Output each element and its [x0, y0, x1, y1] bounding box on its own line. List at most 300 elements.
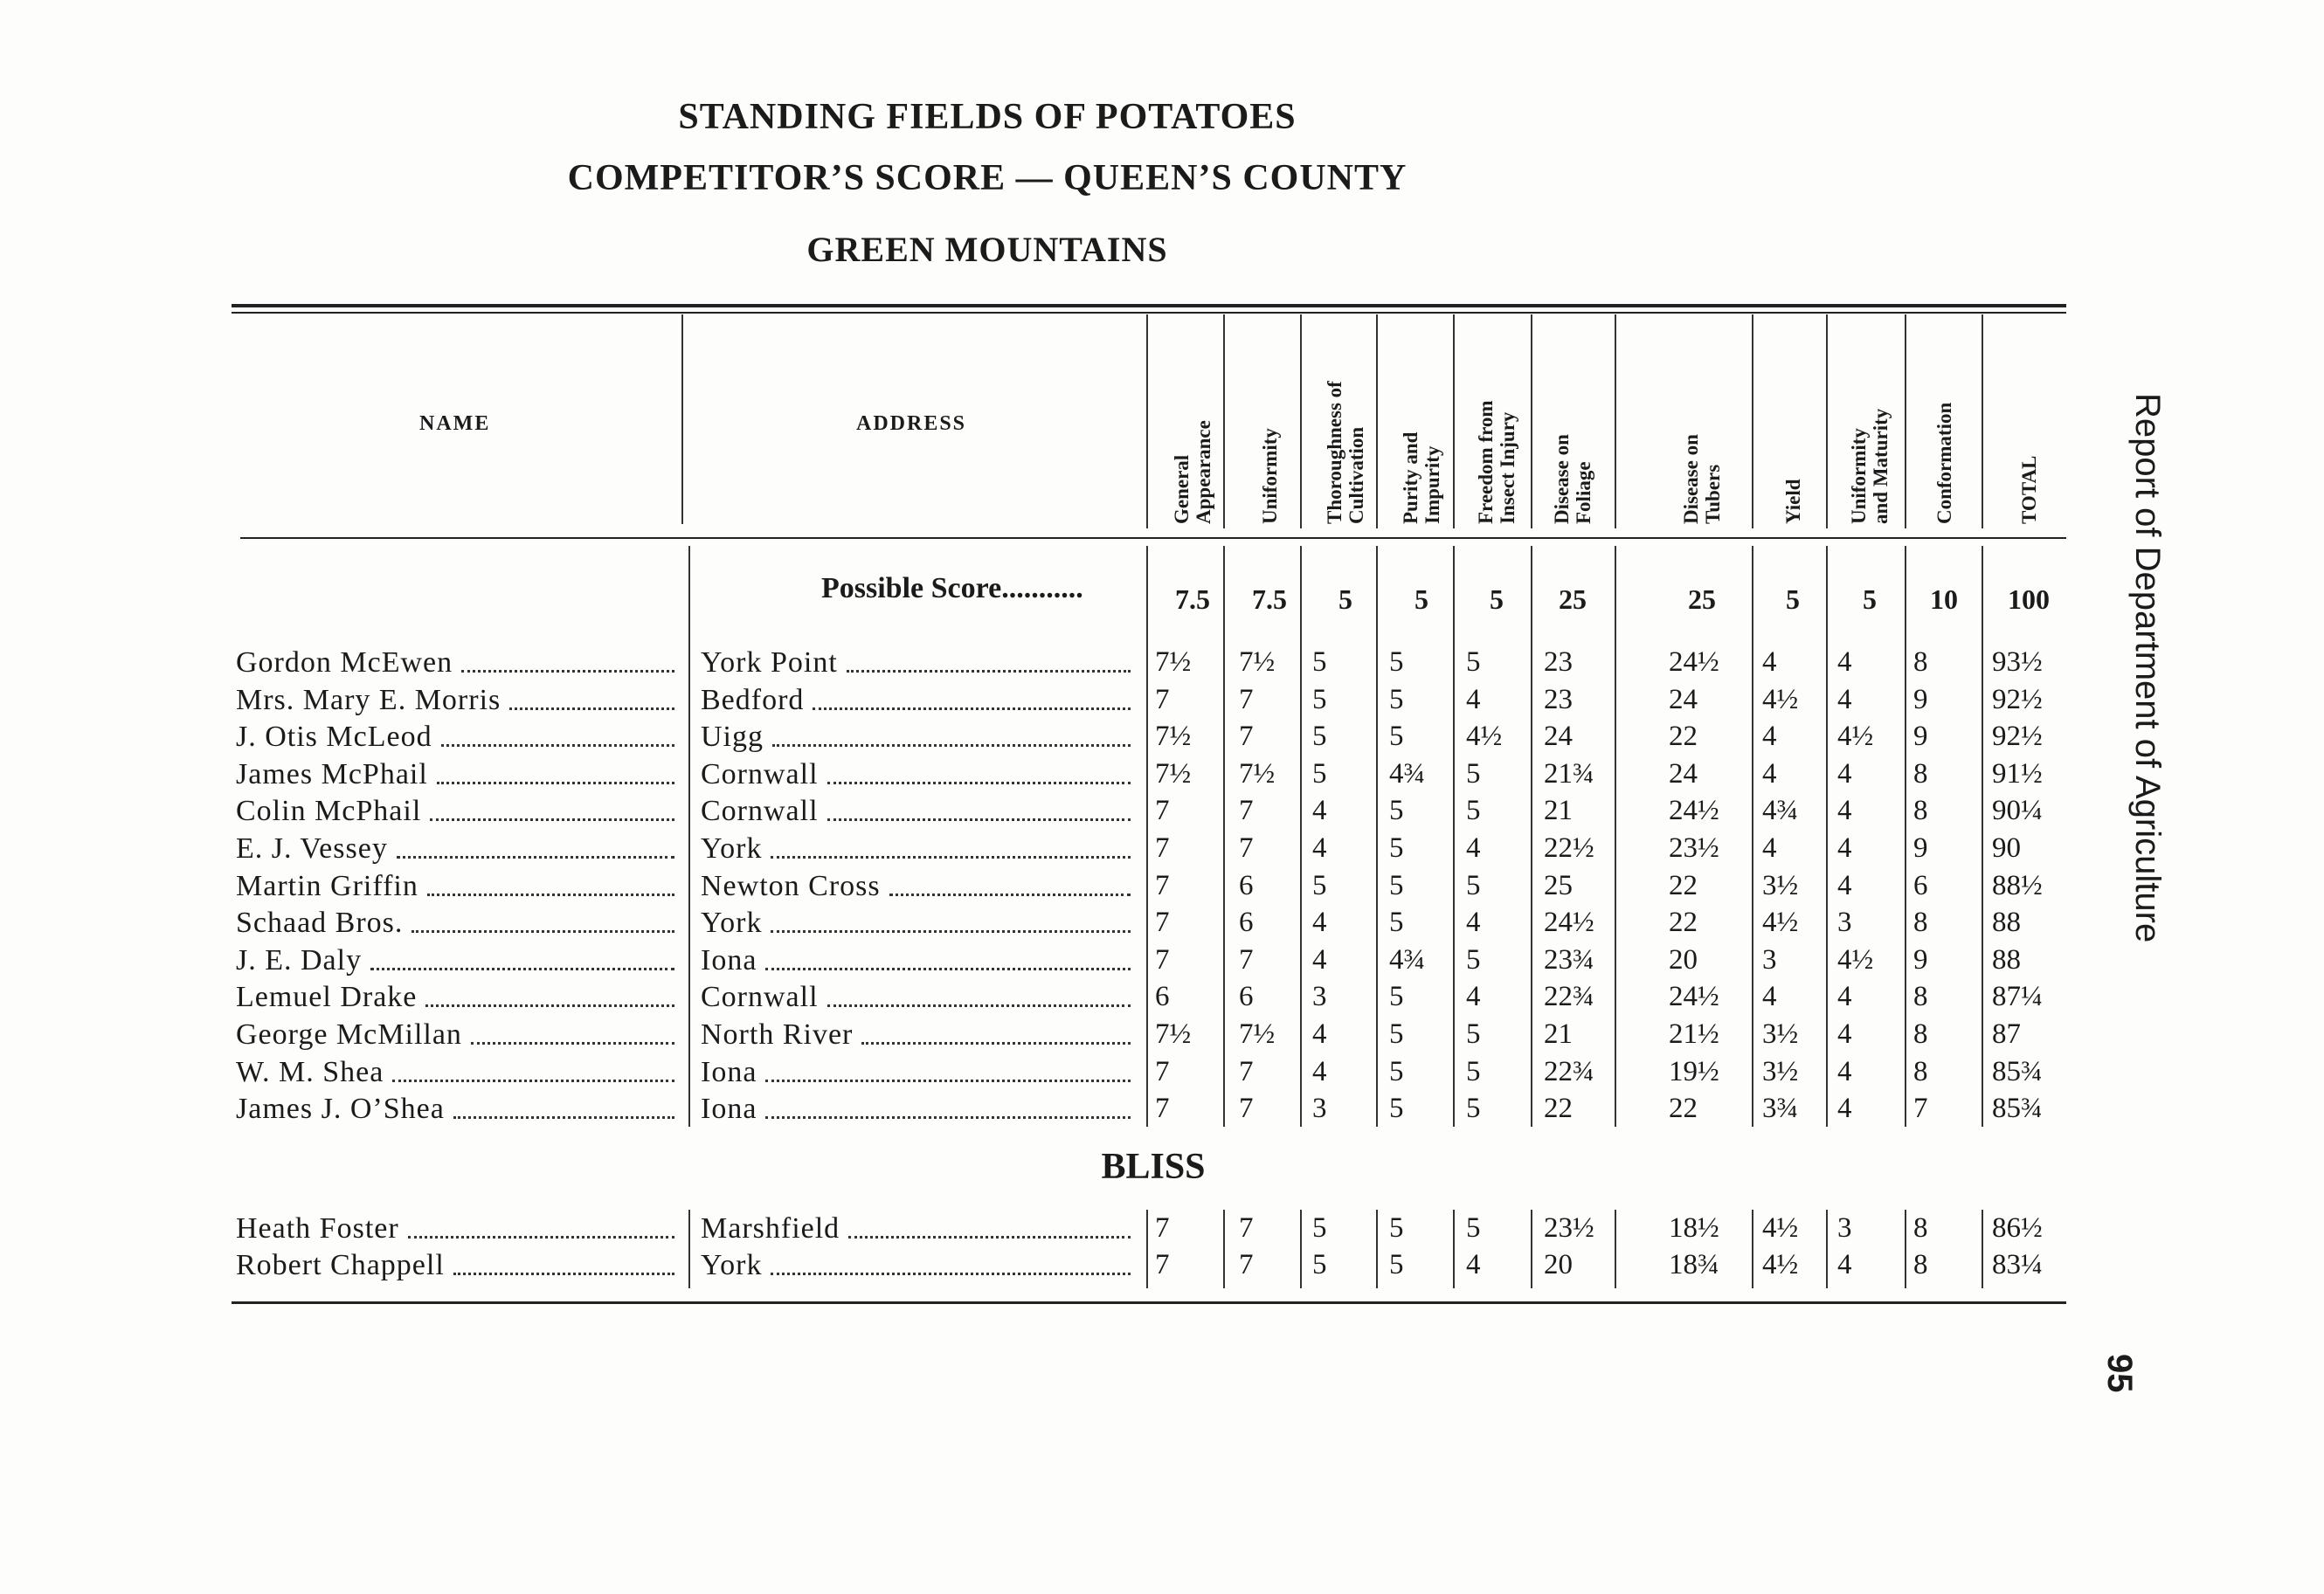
score-cell: 7½ — [1155, 757, 1192, 790]
name-text: W. M. Shea — [236, 1055, 384, 1088]
score-cell: 20 — [1669, 943, 1698, 976]
table-row — [0, 758, 2097, 795]
variety-heading: GREEN MOUNTAINS — [806, 230, 1168, 269]
column-header-10 — [1933, 403, 1955, 524]
score-cell: 4 — [1837, 869, 1852, 901]
score-cell: 7 — [1155, 795, 1170, 827]
score-cell: 8 — [1913, 1018, 1928, 1050]
score-cell: 4 — [1466, 832, 1481, 864]
score-cell: 23 — [1544, 683, 1573, 715]
dot-leader — [771, 930, 1131, 933]
score-cell: 18¾ — [1669, 1249, 1719, 1280]
score-divider-header — [1376, 314, 1378, 528]
score-cell: 4 — [1837, 1249, 1852, 1280]
dot-leader — [397, 856, 674, 859]
score-cell: 5 — [1466, 1055, 1481, 1087]
possible-score-value: 5 — [1338, 583, 1352, 615]
possible-score-label: Possible Score........... — [821, 572, 1083, 604]
score-cell: 7½ — [1239, 757, 1276, 790]
score-cell: 4 — [1837, 646, 1852, 678]
name-text: Lemuel Drake — [236, 981, 418, 1014]
column-header-line: Insect Injury — [1497, 411, 1518, 524]
score-cell: 24 — [1544, 721, 1573, 753]
score-cell: 85¾ — [1992, 1055, 2043, 1087]
competitor-address — [701, 870, 1138, 903]
address-text: Marshfield — [701, 1212, 840, 1245]
competitor-name — [236, 907, 681, 940]
score-cell: 8 — [1913, 1212, 1928, 1244]
competitor-address — [701, 795, 1138, 828]
dot-leader — [765, 1080, 1131, 1082]
dot-leader — [437, 782, 674, 784]
score-cell: 22 — [1669, 1093, 1698, 1125]
score-cell: 4 — [1312, 832, 1327, 864]
score-cell: 7 — [1155, 832, 1170, 864]
score-divider-header — [1146, 314, 1148, 528]
score-cell: 22¾ — [1544, 1055, 1594, 1087]
competitor-address — [701, 907, 1138, 940]
score-cell: 5 — [1466, 795, 1481, 827]
competitor-name — [236, 1212, 681, 1246]
dot-leader — [827, 782, 1131, 784]
score-cell: 5 — [1312, 1249, 1327, 1280]
name-text: Mrs. Mary E. Morris — [236, 683, 501, 716]
table-row — [0, 1056, 2097, 1093]
score-divider-header — [1453, 314, 1455, 528]
table-row — [0, 870, 2097, 907]
competitor-address — [701, 758, 1138, 791]
score-cell: 7½ — [1155, 646, 1192, 678]
column-header-2 — [1259, 428, 1281, 524]
score-cell: 7 — [1155, 1093, 1170, 1125]
score-cell: 19½ — [1669, 1055, 1719, 1087]
score-divider-header — [1982, 314, 1983, 528]
score-cell: 24½ — [1669, 981, 1719, 1013]
column-header-line: Disease on — [1680, 434, 1702, 524]
score-cell: 4 — [1837, 1018, 1852, 1050]
score-cell: 7½ — [1239, 1018, 1276, 1050]
score-divider-header — [1615, 314, 1616, 528]
score-cell: 8 — [1913, 1249, 1928, 1280]
score-cell: 4 — [1312, 943, 1327, 976]
table-row — [0, 1018, 2097, 1055]
table-row — [0, 944, 2097, 981]
column-header-line: Purity and — [1400, 431, 1421, 524]
score-cell: 5 — [1466, 1212, 1481, 1244]
column-header-line: Yield — [1781, 479, 1804, 524]
score-cell: 7 — [1239, 1055, 1254, 1087]
score-cell: 5 — [1389, 1212, 1404, 1244]
score-cell: 7 — [1239, 1212, 1254, 1244]
dot-leader — [461, 670, 674, 673]
score-cell: 87¼ — [1992, 981, 2043, 1013]
score-cell: 9 — [1913, 943, 1928, 976]
dot-leader — [453, 1273, 674, 1275]
score-cell: 5 — [1466, 1093, 1481, 1125]
possible-score-value: 25 — [1559, 583, 1587, 615]
dot-leader — [509, 707, 674, 710]
table-bottom-rule — [232, 1301, 2066, 1304]
score-cell: 9 — [1913, 721, 1928, 753]
column-header-line: Cultivation — [1345, 426, 1367, 524]
score-cell: 21½ — [1669, 1018, 1719, 1050]
score-cell: 5 — [1389, 1093, 1404, 1125]
name-text: Schaad Bros. — [236, 907, 404, 940]
score-divider-header — [1905, 314, 1906, 528]
address-text: Uigg — [701, 721, 764, 754]
score-cell: 5 — [1389, 907, 1404, 939]
possible-score-value: 5 — [1863, 583, 1877, 615]
score-cell: 6 — [1913, 869, 1928, 901]
table-row — [0, 1212, 2097, 1249]
score-cell: 8 — [1913, 907, 1928, 939]
score-cell: 7 — [1239, 1249, 1254, 1280]
score-cell: 91½ — [1992, 757, 2043, 790]
score-cell: 7 — [1239, 795, 1254, 827]
score-cell: 22½ — [1544, 832, 1594, 864]
page-number: 95 — [2100, 1354, 2139, 1393]
address-text: York — [701, 832, 763, 865]
score-cell: 7 — [1239, 721, 1254, 753]
score-cell: 4 — [1837, 1093, 1852, 1125]
score-cell: 4 — [1762, 981, 1777, 1013]
dot-leader — [765, 1116, 1131, 1119]
table-row — [0, 907, 2097, 943]
name-text: James McPhail — [236, 757, 428, 790]
score-cell: 18½ — [1669, 1212, 1719, 1244]
name-column-header: NAME — [419, 412, 491, 435]
competitor-address — [701, 721, 1138, 754]
possible-score-value: 7.5 — [1175, 583, 1210, 615]
score-cell: 3 — [1312, 981, 1327, 1013]
name-text: George McMillan — [236, 1018, 462, 1051]
dot-leader — [408, 1236, 674, 1239]
score-cell: 7 — [1239, 832, 1254, 864]
score-cell: 22 — [1669, 907, 1698, 939]
score-cell: 5 — [1389, 981, 1404, 1013]
competitor-name — [236, 1093, 681, 1126]
address-text: Cornwall — [701, 981, 819, 1014]
score-cell: 88 — [1992, 943, 2021, 976]
score-cell: 7½ — [1155, 721, 1192, 753]
score-cell: 4½ — [1762, 907, 1799, 939]
address-text: Newton Cross — [701, 869, 881, 902]
page-title: STANDING FIELDS OF POTATOES — [678, 97, 1297, 137]
score-cell: 4 — [1837, 832, 1852, 864]
competitor-address — [701, 684, 1138, 717]
table-top-rule-thin — [232, 312, 2066, 314]
column-header-line: Disease on — [1551, 434, 1573, 524]
dot-leader — [861, 1042, 1131, 1045]
score-cell: 5 — [1389, 832, 1404, 864]
dot-leader — [827, 818, 1131, 821]
competitor-address — [701, 1249, 1138, 1282]
score-cell: 7 — [1155, 869, 1170, 901]
score-cell: 4½ — [1762, 1212, 1799, 1244]
score-cell: 4¾ — [1389, 943, 1426, 976]
address-text: Iona — [701, 943, 757, 976]
possible-score-value: 100 — [2008, 583, 2050, 615]
score-cell: 6 — [1239, 981, 1254, 1013]
score-cell: 5 — [1389, 1018, 1404, 1050]
dot-leader — [392, 1080, 674, 1082]
score-cell: 3½ — [1762, 1018, 1799, 1050]
score-cell: 4 — [1312, 1055, 1327, 1087]
competitor-name — [236, 944, 681, 977]
table-row — [0, 1093, 2097, 1129]
address-text: Bedford — [701, 683, 805, 716]
column-header-4 — [1400, 432, 1443, 524]
score-cell: 7 — [1155, 683, 1170, 715]
score-cell: 4 — [1837, 981, 1852, 1013]
score-cell: 5 — [1389, 869, 1404, 901]
column-header-line: Uniformity — [1848, 428, 1870, 524]
column-header-line: Uniformity — [1258, 428, 1281, 524]
score-cell: 3 — [1837, 907, 1852, 939]
column-header-line: Thoroughness of — [1324, 381, 1345, 524]
column-header-line: and Maturity — [1870, 408, 1892, 524]
competitor-name — [236, 981, 681, 1014]
score-cell: 7 — [1155, 1055, 1170, 1087]
address-text: Iona — [701, 1093, 757, 1126]
address-text: Iona — [701, 1055, 757, 1088]
score-cell: 7 — [1913, 1093, 1928, 1125]
name-text: Martin Griffin — [236, 869, 418, 902]
score-cell: 4 — [1837, 1055, 1852, 1087]
score-cell: 88½ — [1992, 869, 2043, 901]
competitor-address — [701, 944, 1138, 977]
competitor-address — [701, 1056, 1138, 1089]
score-cell: 5 — [1312, 721, 1327, 753]
score-cell: 4 — [1312, 795, 1327, 827]
score-cell: 5 — [1312, 757, 1327, 790]
score-cell: 6 — [1239, 869, 1254, 901]
score-cell: 24 — [1669, 757, 1698, 790]
name-text: Colin McPhail — [236, 795, 422, 828]
score-cell: 4¾ — [1762, 795, 1799, 827]
address-text: York Point — [701, 646, 838, 679]
competitor-address — [701, 832, 1138, 866]
score-cell: 4 — [1762, 757, 1777, 790]
competitor-address — [701, 1093, 1138, 1126]
score-cell: 4 — [1466, 683, 1481, 715]
score-cell: 83¼ — [1992, 1249, 2043, 1280]
score-cell: 8 — [1913, 795, 1928, 827]
score-cell: 7 — [1239, 683, 1254, 715]
column-header-1 — [1171, 420, 1214, 524]
name-address-divider-header — [681, 314, 683, 524]
table-row — [0, 795, 2097, 832]
competitor-name — [236, 832, 681, 866]
score-cell: 4½ — [1762, 683, 1799, 715]
score-cell: 86½ — [1992, 1212, 2043, 1244]
score-cell: 5 — [1389, 646, 1404, 678]
dot-leader — [765, 968, 1131, 970]
column-header-line: Conformation — [1933, 402, 1955, 524]
column-header-line: TOTAL — [2017, 455, 2040, 524]
competitor-name — [236, 1249, 681, 1282]
score-divider-header — [1826, 314, 1828, 528]
page-subtitle: COMPETITOR’S SCORE — QUEEN’S COUNTY — [567, 158, 1408, 198]
score-cell: 93½ — [1992, 646, 2043, 678]
score-cell: 7 — [1239, 943, 1254, 976]
score-cell: 90 — [1992, 832, 2021, 864]
score-cell: 5 — [1389, 683, 1404, 715]
score-cell: 6 — [1155, 981, 1170, 1013]
score-cell: 5 — [1466, 1018, 1481, 1050]
column-header-line: Appearance — [1193, 420, 1214, 524]
score-cell: 7 — [1155, 943, 1170, 976]
score-divider-header — [1300, 314, 1302, 528]
address-text: Cornwall — [701, 757, 819, 790]
score-cell: 7 — [1239, 1093, 1254, 1125]
score-cell: 5 — [1466, 869, 1481, 901]
name-text: J. Otis McLeod — [236, 721, 432, 754]
score-cell: 5 — [1389, 1055, 1404, 1087]
score-cell: 7½ — [1239, 646, 1276, 678]
table-row — [0, 646, 2097, 683]
address-text: Cornwall — [701, 795, 819, 828]
header-bottom-rule — [240, 537, 2066, 539]
score-cell: 4½ — [1837, 721, 1874, 753]
score-cell: 24½ — [1669, 795, 1719, 827]
score-cell: 8 — [1913, 981, 1928, 1013]
score-cell: 7½ — [1155, 1018, 1192, 1050]
column-header-8 — [1782, 479, 1804, 524]
score-cell: 21 — [1544, 1018, 1573, 1050]
score-cell: 4 — [1466, 1249, 1481, 1280]
score-cell: 8 — [1913, 757, 1928, 790]
dot-leader — [827, 1004, 1131, 1007]
score-cell: 90¼ — [1992, 795, 2043, 827]
possible-score-value: 5 — [1490, 583, 1504, 615]
score-cell: 5 — [1312, 869, 1327, 901]
score-cell: 7 — [1155, 1212, 1170, 1244]
score-cell: 3 — [1837, 1212, 1852, 1244]
competitor-name — [236, 721, 681, 754]
name-text: Heath Foster — [236, 1212, 399, 1245]
score-cell: 92½ — [1992, 721, 2043, 753]
score-cell: 3½ — [1762, 1055, 1799, 1087]
score-cell: 24½ — [1669, 646, 1719, 678]
address-text: York — [701, 907, 763, 940]
table-row — [0, 1249, 2097, 1286]
score-cell: 20 — [1544, 1249, 1573, 1280]
score-cell: 4 — [1466, 907, 1481, 939]
score-cell: 22 — [1669, 721, 1698, 753]
competitor-name — [236, 758, 681, 791]
column-header-line: Impurity — [1421, 445, 1443, 524]
score-cell: 5 — [1389, 721, 1404, 753]
name-text: E. J. Vessey — [236, 832, 388, 865]
score-cell: 9 — [1913, 683, 1928, 715]
score-cell: 85¾ — [1992, 1093, 2043, 1125]
column-header-line: Freedom from — [1475, 400, 1497, 524]
name-text: James J. O’Shea — [236, 1093, 445, 1126]
score-divider-header — [1752, 314, 1753, 528]
dot-leader — [427, 894, 674, 896]
score-cell: 22 — [1669, 869, 1698, 901]
score-cell: 4¾ — [1389, 757, 1426, 790]
dot-leader — [441, 744, 674, 747]
competitor-address — [701, 1212, 1138, 1246]
dot-leader — [771, 1273, 1131, 1275]
table-row — [0, 981, 2097, 1018]
dot-leader — [772, 744, 1131, 747]
possible-score-value: 25 — [1688, 583, 1716, 615]
column-header-line: Tubers — [1702, 464, 1724, 524]
score-cell: 4 — [1837, 683, 1852, 715]
score-cell: 24 — [1669, 683, 1698, 715]
score-cell: 3½ — [1762, 869, 1799, 901]
score-cell: 4 — [1762, 721, 1777, 753]
competitor-name — [236, 1056, 681, 1089]
name-text: Robert Chappell — [236, 1249, 445, 1281]
column-header-3 — [1324, 381, 1367, 524]
competitor-name — [236, 795, 681, 828]
dot-leader — [430, 818, 674, 821]
score-cell: 4 — [1837, 757, 1852, 790]
score-cell: 3 — [1762, 943, 1777, 976]
column-header-11 — [2018, 456, 2040, 524]
dot-leader — [370, 968, 674, 970]
score-cell: 9 — [1913, 832, 1928, 864]
competitor-name — [236, 870, 681, 903]
score-cell: 5 — [1389, 1249, 1404, 1280]
score-cell: 4½ — [1466, 721, 1503, 753]
score-cell: 22 — [1544, 1093, 1573, 1125]
table-row — [0, 832, 2097, 869]
score-cell: 5 — [1389, 795, 1404, 827]
score-cell: 4 — [1762, 832, 1777, 864]
score-cell: 4½ — [1837, 943, 1874, 976]
dot-leader — [771, 856, 1131, 859]
score-cell: 7 — [1155, 1249, 1170, 1280]
score-cell: 23¾ — [1544, 943, 1594, 976]
table-row — [0, 684, 2097, 721]
dot-leader — [425, 1004, 674, 1007]
competitor-name — [236, 684, 681, 717]
dot-leader — [453, 1116, 674, 1119]
score-divider-header — [1531, 314, 1532, 528]
score-cell: 23½ — [1669, 832, 1719, 864]
table-top-rule — [232, 304, 2066, 307]
name-text: Gordon McEwen — [236, 646, 453, 679]
score-cell: 23½ — [1544, 1212, 1594, 1244]
dot-leader — [847, 670, 1131, 673]
dot-leader — [813, 707, 1131, 710]
column-header-line: General — [1171, 454, 1193, 524]
score-cell: 88 — [1992, 907, 2021, 939]
address-text: York — [701, 1249, 763, 1281]
address-column-header: ADDRESS — [856, 412, 967, 435]
score-cell: 5 — [1312, 1212, 1327, 1244]
score-cell: 22¾ — [1544, 981, 1594, 1013]
dot-leader — [889, 894, 1131, 896]
score-cell: 5 — [1466, 757, 1481, 790]
score-cell: 25 — [1544, 869, 1573, 901]
column-header-5 — [1475, 400, 1518, 524]
possible-score-value: 5 — [1414, 583, 1428, 615]
column-header-7 — [1680, 434, 1724, 524]
competitor-name — [236, 646, 681, 680]
score-cell: 4 — [1837, 795, 1852, 827]
competitor-address — [701, 646, 1138, 680]
running-head: Report of Department of Agriculture — [2128, 393, 2167, 943]
possible-score-value: 10 — [1930, 583, 1958, 615]
score-cell: 3 — [1312, 1093, 1327, 1125]
bliss-heading: BLISS — [1101, 1147, 1206, 1187]
